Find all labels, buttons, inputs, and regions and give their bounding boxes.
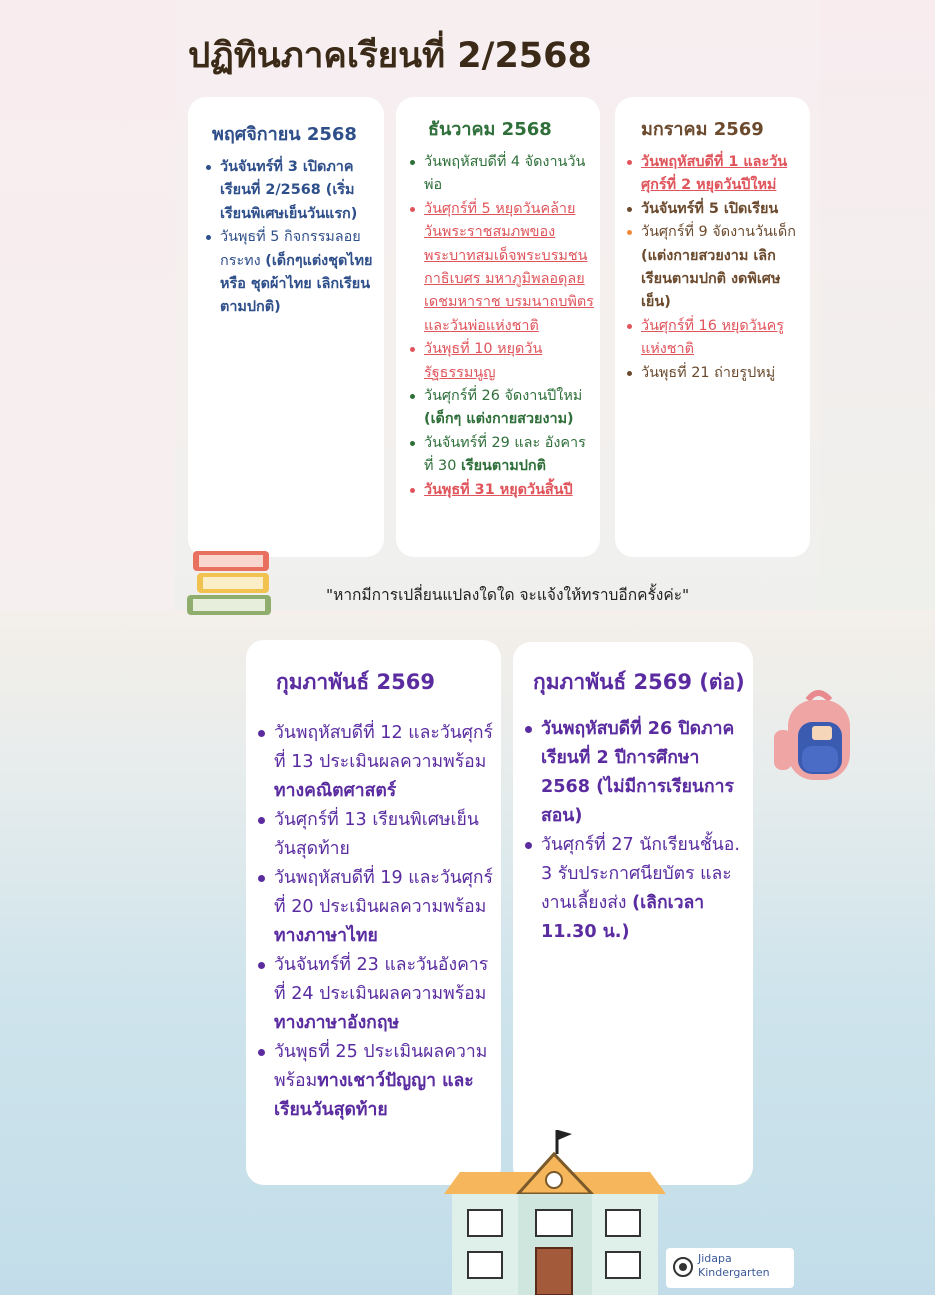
backpack-icon (768, 686, 868, 790)
list-item: วันพฤหัสบดีที่ 19 และวันศุกร์ที่ 20 ประเมินผลความพร้อมทางภาษาไทย (258, 864, 497, 951)
list-item: วันศุกร์ที่ 27 นักเรียนชั้นอ. 3 รับประกาศนียบัตร และ งานเลี้ยงส่ง (เลิกเวลา 11.30 น.) (525, 831, 751, 947)
list-item: วันพฤหัสบดีที่ 4 จัดงานวันพ่อ (408, 151, 594, 198)
list-item: วันพฤหัสบดีที่ 1 และวันศุกร์ที่ 2 หยุดวันปีใหม่ (625, 151, 804, 198)
list-item: วันศุกร์ที่ 16 หยุดวันครูแห่งชาติ (625, 315, 804, 362)
card-february (246, 640, 501, 1185)
list-item: วันจันทร์ที่ 23 และวันอังคารที่ 24 ประเมินผลความพร้อมทางภาษาอังกฤษ (258, 951, 497, 1038)
notice-text: "หากมีการเปลี่ยนแปลงใดใด จะแจ้งให้ทราบอีกครั้งค่ะ" (326, 586, 690, 604)
list-item: วันพุธที่ 21 ถ่ายรูปหมู่ (625, 362, 804, 385)
card-heading: ธันวาคม 2568 (428, 119, 552, 140)
page-title: ปฏิทินภาคเรียนที่ 2/2568 (188, 36, 592, 76)
card-heading: กุมภาพันธ์ 2569 (276, 670, 435, 694)
background-right-panel (820, 0, 935, 610)
logo-text: Jidapa Kindergarten (698, 1252, 770, 1279)
background-left-panel (0, 0, 175, 610)
school-building-icon (440, 1128, 670, 1295)
list-item: วันพุธที่ 31 หยุดวันสิ้นปี (408, 479, 594, 502)
list-item: วันศุกร์ที่ 26 จัดงานปีใหม่ (เด็กๆ แต่งกายสวยงาม) (408, 385, 594, 432)
list-item: วันจันทร์ที่ 3 เปิดภาคเรียนที่ 2/2568 (เริ่มเรียนพิเศษเย็นวันแรก) (204, 156, 376, 226)
list-item: วันพฤหัสบดีที่ 12 และวันศุกร์ที่ 13 ประเมินผลความพร้อมทางคณิตศาสตร์ (258, 719, 497, 806)
list-item: วันศุกร์ที่ 5 หยุดวันคล้ายวันพระราชสมภพของพระบาทสมเด็จพระบรมชนกาธิเบศร มหาภูมิพลอดุลยเดชมหาราช บรมนาถบพิตร และวันพ่อแห่งชาติ (408, 198, 594, 338)
card-heading: มกราคม 2569 (641, 119, 764, 140)
card-heading: กุมภาพันธ์ 2569 (ต่อ) (533, 670, 745, 694)
card-january (615, 97, 810, 557)
list-item: วันศุกร์ที่ 13 เรียนพิเศษเย็นวันสุดท้าย (258, 806, 497, 864)
list-item: วันจันทร์ที่ 5 เปิดเรียน (625, 198, 804, 221)
card-february-continued (513, 642, 753, 1185)
list-item: วันพุธที่ 5 กิจกรรมลอยกระทง (เด็กๆแต่งชุดไทย หรือ ชุดผ้าไทย เลิกเรียนตามปกติ) (204, 226, 376, 320)
card-heading: พฤศจิกายน 2568 (212, 124, 357, 145)
books-icon (183, 545, 279, 621)
card-november (188, 97, 384, 557)
list-item: วันพุธที่ 10 หยุดวันรัฐธรรมนูญ (408, 338, 594, 385)
list-item: วันจันทร์ที่ 29 และ อังคารที่ 30 เรียนตามปกติ (408, 432, 594, 479)
list-item: วันศุกร์ที่ 9 จัดงานวันเด็ก (แต่งกายสวยงาม เลิกเรียนตามปกติ งดพิเศษเย็น) (625, 221, 804, 315)
logo-icon (672, 1256, 694, 1278)
list-item: วันพุธที่ 25 ประเมินผลความพร้อมทางเชาว์ปัญญา และเรียนวันสุดท้าย (258, 1038, 497, 1125)
card-december (396, 97, 600, 557)
kindergarten-logo (666, 1248, 794, 1288)
list-item: วันพฤหัสบดีที่ 26 ปิดภาคเรียนที่ 2 ปีการศึกษา 2568 (ไม่มีการเรียนการสอน) (525, 715, 751, 831)
